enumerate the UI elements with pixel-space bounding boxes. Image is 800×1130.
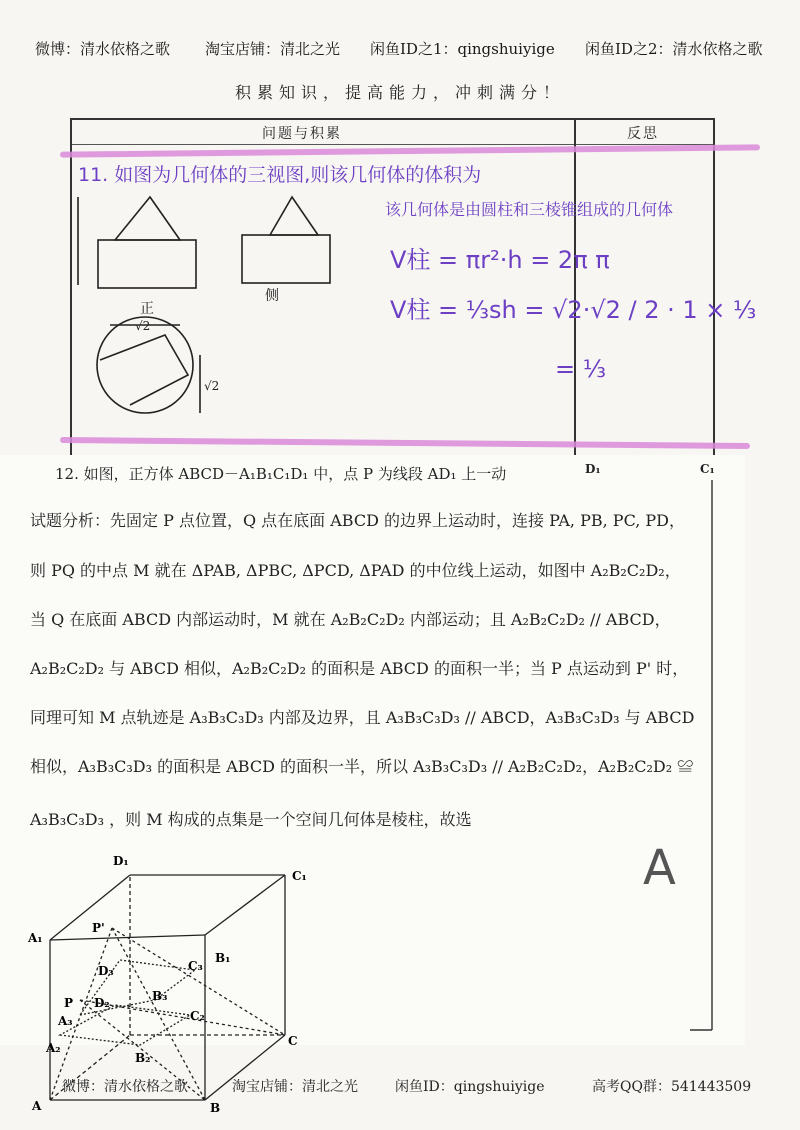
header-taobao: 淘宝店铺：清北之光	[205, 40, 341, 58]
q12-label-c1: C₁	[700, 462, 715, 476]
cube-label-a1: A₁	[28, 931, 43, 945]
footer-taobao: 淘宝店铺：清北之光	[232, 1079, 358, 1095]
front-view-triangle	[115, 197, 180, 240]
cube-label-a2: A₂	[46, 1041, 61, 1055]
cube-label-d3: D₃	[98, 964, 114, 978]
q12-label-d1: D₁	[585, 462, 601, 476]
table-header-reflection: 反思	[627, 126, 659, 142]
side-view-triangle	[270, 197, 318, 235]
cube-label-b: B	[210, 1101, 221, 1115]
q11-question: 11. 如图为几何体的三视图,则该几何体的体积为	[78, 164, 482, 186]
sqrt2-label-h: √2	[135, 319, 151, 333]
cube-label-b2: B₂	[135, 1051, 151, 1065]
solution-line-1: 试题分析：先固定 P 点位置，Q 点在底面 ABCD 的边界上运动时，连接 PA, PB, PC, PD，	[30, 511, 686, 530]
cube-label-c1: C₁	[292, 869, 307, 883]
cube-label-a3: A₃	[58, 1014, 73, 1028]
slogan: 积累知识，提高能力，冲刺满分！	[234, 83, 565, 102]
top-view-triangle	[100, 335, 188, 405]
footer-weibo: 微博：清水依格之歌	[62, 1079, 188, 1095]
solution-line-7: A₃B₃C₃D₃ ，则 M 构成的点集是一个空间几何体是棱柱，故选	[30, 810, 472, 829]
side-view-rect	[242, 235, 330, 283]
sqrt2-label-v: √2	[204, 379, 220, 393]
cube-label-d1: D₁	[113, 854, 129, 868]
header-xianyu1: 闲鱼ID之1：qingshuiyige	[370, 40, 555, 58]
cube-label-pp: P'	[92, 921, 105, 935]
cube-label-b3: B₃	[152, 989, 168, 1003]
header-weibo: 微博：清水依格之歌	[35, 40, 171, 58]
margin-bracket	[690, 470, 730, 1050]
front-view-rect	[98, 240, 196, 288]
answer-mark: A	[643, 840, 676, 896]
q11-formula-2: V柱 = ⅓sh = √2·√2 / 2 · 1 × ⅓	[390, 296, 757, 324]
solution-line-2: 则 PQ 的中点 M 就在 ΔPAB, ΔPBC, ΔPCD, ΔPAD 的中位线上运动，如图中 A₂B₂C₂D₂，	[30, 561, 681, 580]
table-header-questions: 问题与积累	[262, 126, 342, 142]
solution-line-6: 相似，A₃B₃C₃D₃ 的面积是 ABCD 的面积一半，所以 A₃B₃C₃D₃ // A₂B₂C₂D₂，A₂B₂C₂D₂ ≌	[30, 757, 694, 776]
table-column-separator	[574, 120, 576, 456]
cube-label-d2: D₂	[94, 996, 110, 1010]
side-label: 侧	[265, 288, 279, 304]
solution-line-5: 同理可知 M 点轨迹是 A₃B₃C₃D₃ 内部及边界，且 A₃B₃C₃D₃ // ABCD，A₃B₃C₃D₃ 与 ABCD	[30, 708, 695, 727]
q11-formula-3: = ⅓	[555, 355, 606, 383]
three-view-drawing	[70, 185, 350, 425]
q11-formula-1: V柱 = πr²·h = 2π π	[390, 246, 610, 274]
footer-xianyu: 闲鱼ID：qingshuiyige	[395, 1079, 545, 1095]
q11-note: 该几何体是由圆柱和三棱锥组成的几何体	[385, 200, 674, 219]
cube-label-p: P	[64, 996, 74, 1010]
cube-label-c2: C₂	[190, 1009, 205, 1023]
solution-line-4: A₂B₂C₂D₂ 与 ABCD 相似，A₂B₂C₂D₂ 的面积是 ABCD 的面积一半；当 P 点运动到 P' 时，	[30, 659, 689, 678]
q12-question: 12. 如图，正方体 ABCD－A₁B₁C₁D₁ 中，点 P 为线段 AD₁ 上一动	[55, 465, 507, 483]
header-xianyu2: 闲鱼ID之2：清水依格之歌	[585, 40, 763, 58]
footer-qq: 高考QQ群：541443509	[592, 1079, 752, 1095]
cube-label-c3: C₃	[188, 959, 203, 973]
front-label: 正	[140, 301, 154, 317]
solution-line-3: 当 Q 在底面 ABCD 内部运动时，M 就在 A₂B₂C₂D₂ 内部运动；且 A₂B₂C₂D₂ // ABCD，	[30, 610, 671, 629]
cube-label-b1: B₁	[215, 951, 231, 965]
cube-label-a: A	[32, 1099, 42, 1113]
cube-label-c: C	[288, 1034, 298, 1048]
